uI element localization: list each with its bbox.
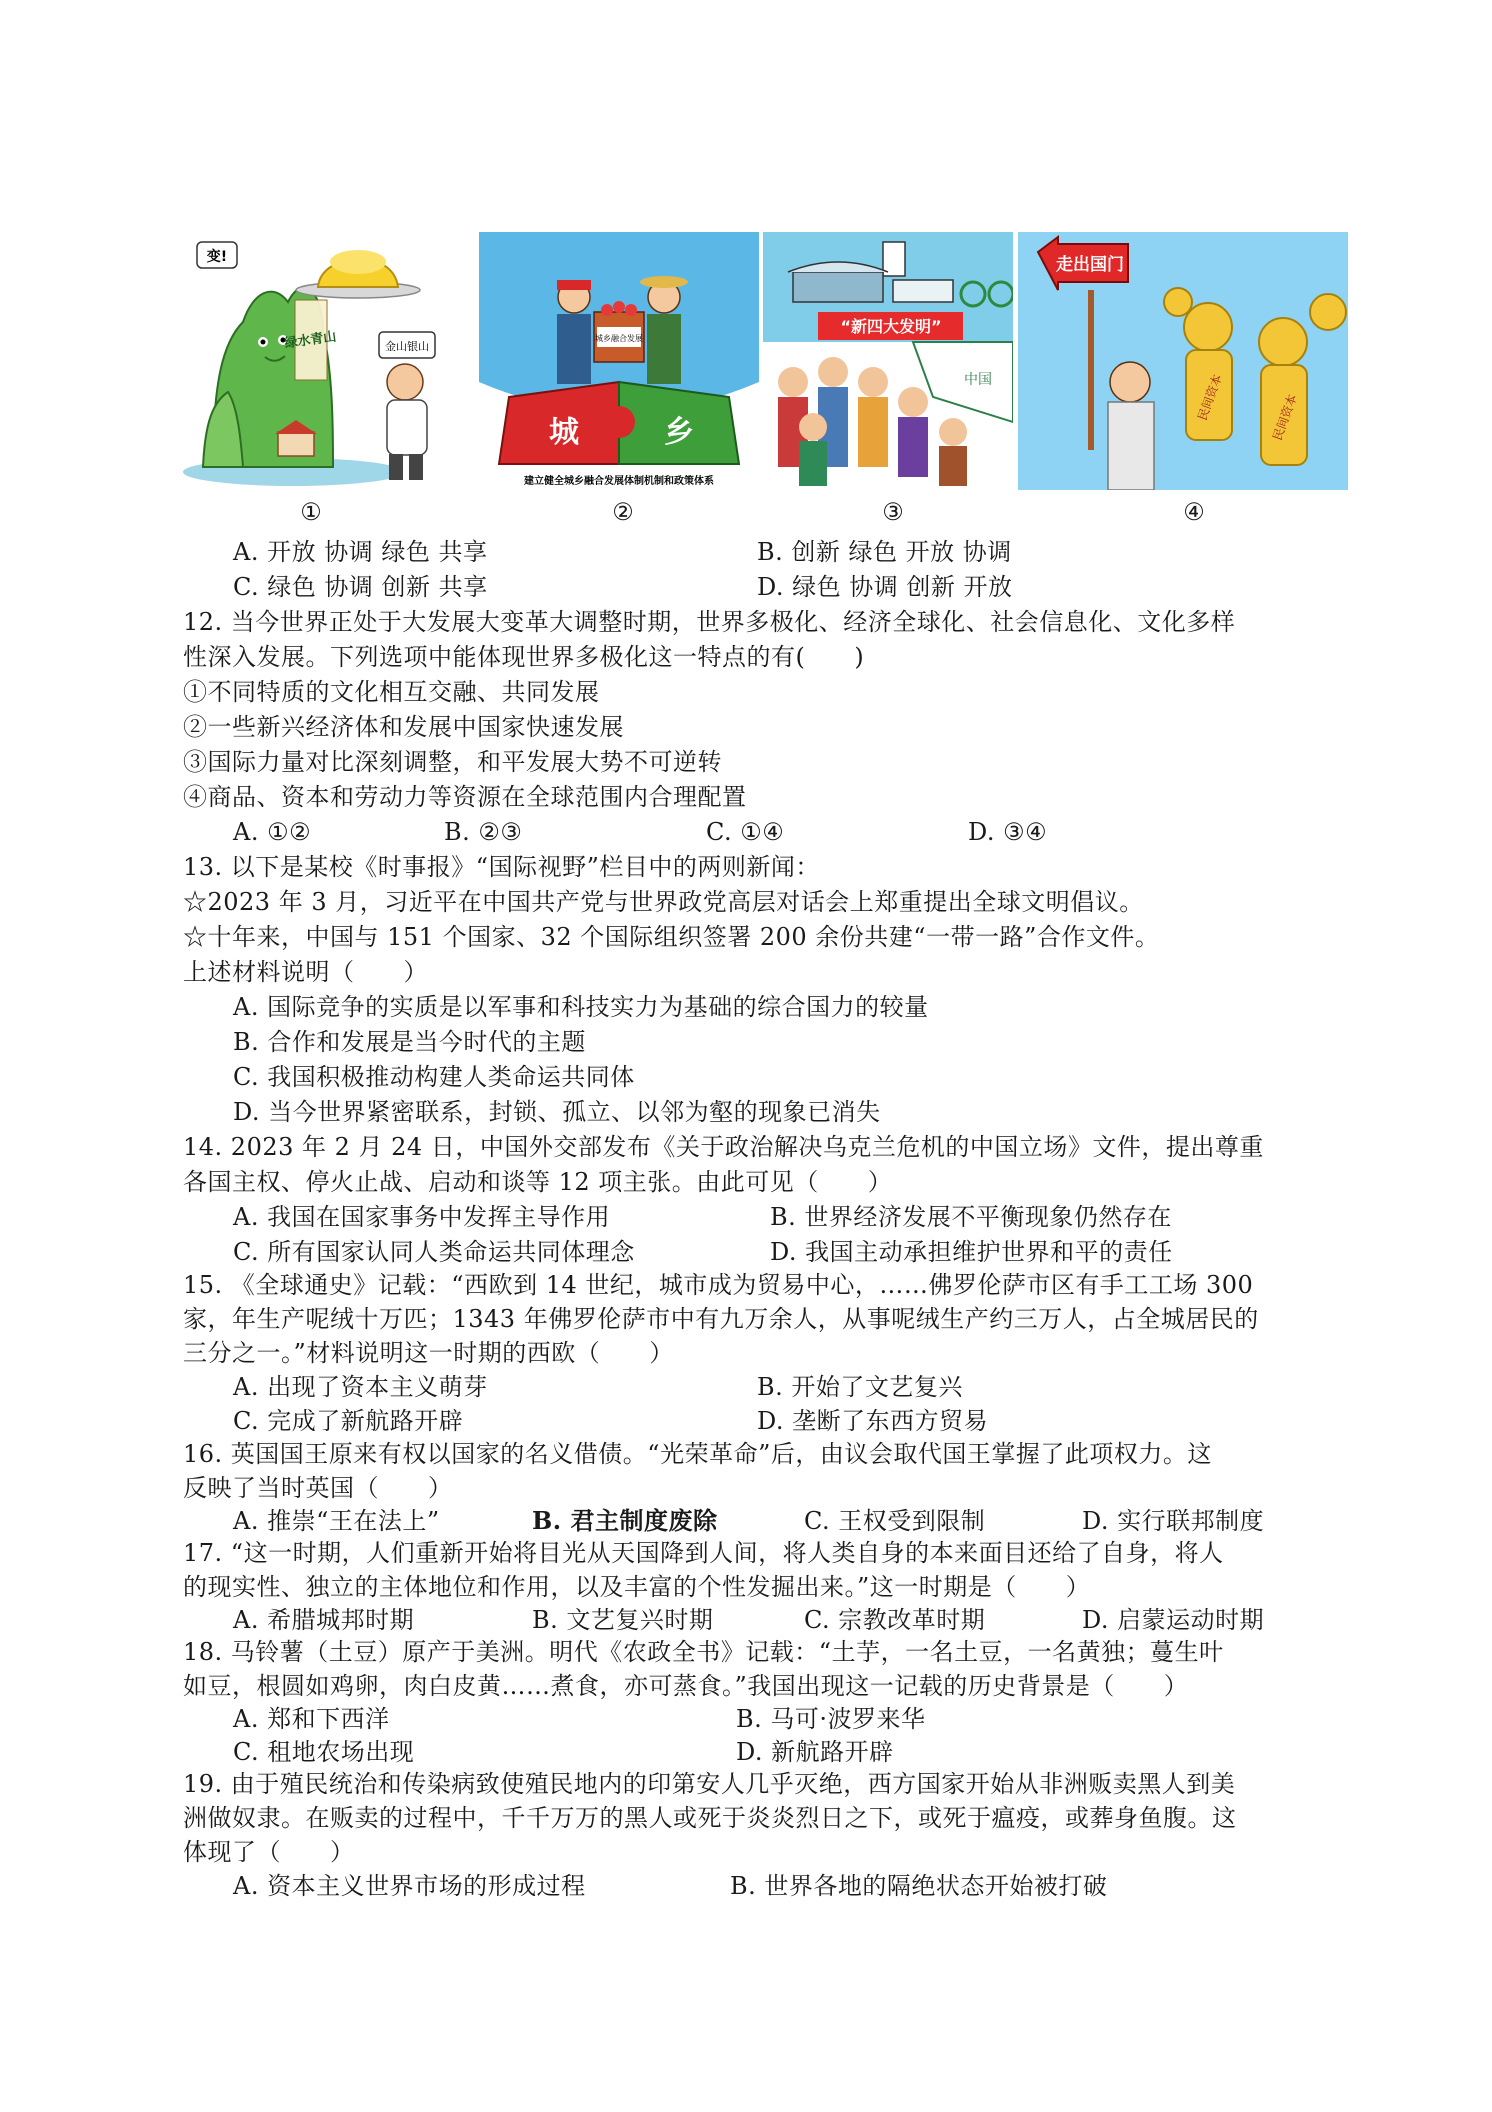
q18-stem-line2: 如豆，根圆如鸡卵，肉白皮黄……煮食，亦可蒸食。”我国出现这一记载的历史背景是（ ）: [183, 1672, 1189, 1700]
q12-option-a: A. ①②: [233, 818, 312, 846]
q11-option-d: D. 绿色 协调 创新 开放: [757, 573, 1013, 601]
cartoon3-banner-label: “新四大发明”: [840, 317, 942, 336]
q16-option-b: B. 君主制度废除: [532, 1506, 718, 1535]
q18-option-a: A. 郑和下西洋: [233, 1705, 390, 1733]
cartoon-urban-rural: [479, 232, 759, 490]
gold-figure-2: [1259, 318, 1307, 465]
q13-option-a: A. 国际竞争的实质是以军事和科技实力为基础的综合国力的较量: [233, 993, 929, 1021]
q17-option-b: B. 文艺复兴时期: [532, 1606, 714, 1634]
q14-option-b: B. 世界经济发展不平衡现象仍然存在: [770, 1203, 1172, 1231]
q18-stem-line1: 18. 马铃薯（土豆）原产于美洲。明代《农政全书》记载：“土芋，一名土豆，一名黄独；蔓生叶: [183, 1638, 1224, 1666]
going-global-image: [1018, 232, 1348, 490]
q15-stem-line2: 家，年生产呢绒十万匹；1343 年佛罗伦萨市中有九万余人，从事呢绒生产约三万人，占全城居民的: [183, 1305, 1259, 1333]
q15-option-a: A. 出现了资本主义萌芽: [233, 1373, 488, 1401]
q12-stem-line2: 性深入发展。下列选项中能体现世界多极化这一特点的有( ): [183, 643, 865, 671]
q17-option-d: D. 启蒙运动时期: [1082, 1606, 1265, 1634]
q13-news-1: ☆2023 年 3 月，习近平在中国共产党与世界政党高层对话会上郑重提出全球文明倡议。: [183, 888, 1144, 916]
cartoon-number-1: ①: [300, 498, 322, 526]
q19-option-b: B. 世界各地的隔绝状态开始被打破: [730, 1872, 1108, 1900]
q17-option-a: A. 希腊城邦时期: [233, 1606, 415, 1634]
cartoon-number-3: ③: [882, 498, 904, 526]
q13-option-c: C. 我国积极推动构建人类命运共同体: [233, 1063, 635, 1091]
q19-stem-line3: 体现了（ ）: [183, 1838, 355, 1866]
cartoon2-city-label: 城: [549, 415, 579, 450]
q12-statement-2: ②一些新兴经济体和发展中国家快速发展: [183, 713, 624, 741]
q11-option-a: A. 开放 协调 绿色 共享: [233, 538, 488, 566]
cartoon2-rural-label: 乡: [664, 415, 694, 450]
q18-option-d: D. 新航路开辟: [736, 1738, 894, 1766]
q12-stem-line1: 12. 当今世界正处于大发展大变革大调整时期，世界多极化、经济全球化、社会信息化、文化多样: [183, 608, 1236, 636]
q12-option-d: D. ③④: [968, 818, 1048, 846]
q19-option-a: A. 资本主义世界市场的形成过程: [233, 1872, 586, 1900]
cartoon-number-2: ②: [612, 498, 634, 526]
green-mountain-image: [183, 232, 473, 490]
cartoon2-basket-label: 城乡融合发展: [595, 334, 643, 343]
q12-statement-1: ①不同特质的文化相互交融、共同发展: [183, 678, 600, 706]
cartoon-green-mountain: [183, 232, 473, 490]
cartoon-four-inventions: [763, 232, 1013, 490]
cartoon4-figure1-label: 民间资本: [1195, 372, 1225, 423]
q11-option-c: C. 绿色 协调 创新 共享: [233, 573, 488, 601]
cartoon-number-4: ④: [1183, 498, 1205, 526]
cartoon3-train-label: 中国: [964, 372, 992, 388]
q16-stem-line1: 16. 英国国王原来有权以国家的名义借债。“光荣革命”后，由议会取代国王掌握了此项权力。这: [183, 1440, 1212, 1468]
q15-stem-line1: 15. 《全球通史》记载：“西欧到 14 世纪，城市成为贸易中心，……佛罗伦萨市区有手工工场 300: [183, 1271, 1254, 1299]
q13-news-2: ☆十年来，中国与 151 个国家、32 个国际组织签署 200 余份共建“一带一路”合作文件。: [183, 923, 1160, 951]
cartoon-row: [183, 232, 1348, 532]
q13-option-b: B. 合作和发展是当今时代的主题: [233, 1028, 586, 1056]
q19-stem-line1: 19. 由于殖民统治和传染病致使殖民地内的印第安人几乎灭绝，西方国家开始从非洲贩卖黑人到美: [183, 1770, 1236, 1798]
q13-option-d: D. 当今世界紧密联系，封锁、孤立、以邻为壑的现象已消失: [233, 1098, 881, 1126]
q12-option-b: B. ②③: [444, 818, 523, 846]
q14-stem-line1: 14. 2023 年 2 月 24 日，中国外交部发布《关于政治解决乌克兰危机的中国立场》文件，提出尊重: [183, 1133, 1264, 1161]
q15-option-d: D. 垄断了东西方贸易: [757, 1407, 989, 1435]
q14-stem-line2: 各国主权、停火止战、启动和谈等 12 项主张。由此可见（ ）: [183, 1168, 893, 1196]
q16-option-d: D. 实行联邦制度: [1082, 1507, 1265, 1535]
urban-rural-image: [479, 232, 759, 490]
cartoon4-sign-label: 走出国门: [1056, 255, 1124, 275]
cartoon1-man-label: 金山银山: [385, 340, 429, 353]
q13-question: 上述材料说明（ ）: [183, 958, 428, 986]
q15-option-b: B. 开始了文艺复兴: [757, 1373, 963, 1401]
q13-stem: 13. 以下是某校《时事报》“国际视野”栏目中的两则新闻：: [183, 853, 820, 881]
q18-option-c: C. 租地农场出现: [233, 1738, 415, 1766]
q14-option-d: D. 我国主动承担维护世界和平的责任: [770, 1238, 1173, 1266]
cartoon4-figure2-label: 民间资本: [1270, 392, 1300, 443]
four-inventions-image: [763, 232, 1013, 490]
q16-stem-line2: 反映了当时英国（ ）: [183, 1474, 453, 1502]
cartoon1-mountain-label: 绿水青山: [283, 329, 338, 352]
gold-figure-1: [1184, 303, 1232, 440]
q12-option-c: C. ①④: [706, 818, 785, 846]
q17-option-c: C. 宗教改革时期: [804, 1606, 986, 1634]
q14-option-c: C. 所有国家认同人类命运共同体理念: [233, 1238, 635, 1266]
q16-option-a: A. 推崇“王在法上”: [233, 1507, 440, 1535]
cartoon-going-global: [1018, 232, 1348, 490]
q12-statement-4: ④商品、资本和劳动力等资源在全球范围内合理配置: [183, 783, 747, 811]
cartoon1-speech-label: 变!: [206, 249, 228, 265]
q17-stem-line1: 17. “这一时期，人们重新开始将目光从天国降到人间，将人类自身的本来面目还给了自身，将人: [183, 1539, 1224, 1567]
q18-option-b: B. 马可·波罗来华: [736, 1705, 926, 1733]
q17-stem-line2: 的现实性、独立的主体地位和作用，以及丰富的个性发掘出来。”这一时期是（ ）: [183, 1573, 1091, 1601]
q19-stem-line2: 洲做奴隶。在贩卖的过程中，千千万万的黑人或死于炎炎烈日之下，或死于瘟疫，或葬身鱼腹。这: [183, 1804, 1237, 1832]
cartoon2-caption: 建立健全城乡融合发展体制机制和政策体系: [524, 476, 714, 487]
q14-option-a: A. 我国在国家事务中发挥主导作用: [233, 1203, 611, 1231]
q11-option-b: B. 创新 绿色 开放 协调: [757, 538, 1012, 566]
q16-option-c: C. 王权受到限制: [804, 1507, 986, 1535]
q12-statement-3: ③国际力量对比深刻调整，和平发展大势不可逆转: [183, 748, 722, 776]
q15-option-c: C. 完成了新航路开辟: [233, 1407, 464, 1435]
q15-stem-line3: 三分之一。”材料说明这一时期的西欧（ ）: [183, 1339, 674, 1367]
